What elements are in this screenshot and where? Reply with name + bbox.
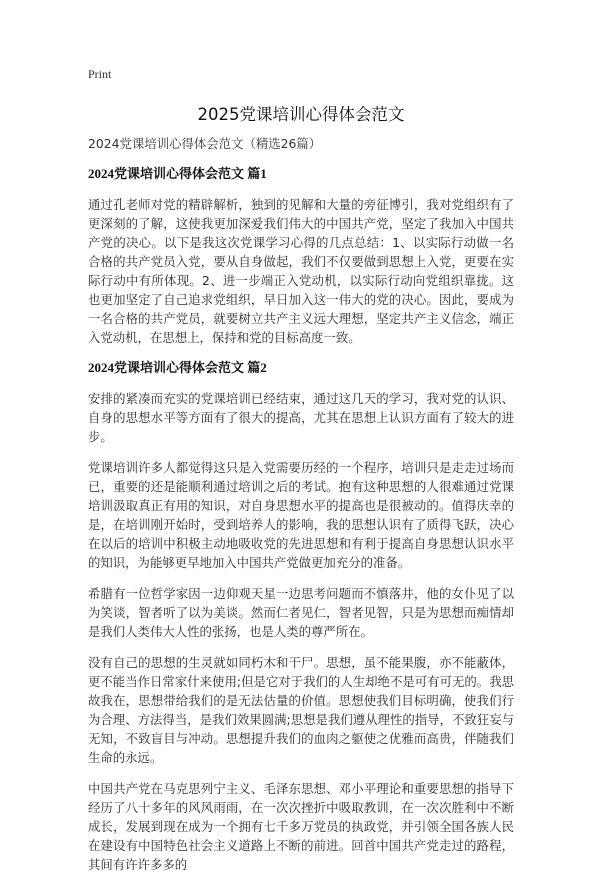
paragraph: 通过孔老师对党的精辟解析，独到的见解和大量的旁征博引，我对党组织有了更深刻的了解，这使我更加深爱我们伟大的中国共产党，坚定了我加入中国共产党的决心。以下是我这次党课学习心得的几点总结：1、以实际行动做一名合格的共产党员入党，要从自身做起，我们不仅要做到思想上入党，更要在实际行动中有所体现。2、进一步端正入党动机，以实际行动向党组织靠拢。这也更加坚定了自己追求党组织，早日加入这一伟大的党的决心。因此，要成为一名合格的共产党员，就要树立共产主义远大理想，坚定共产主义信念，端正入党动机，在思想上，保持和党的目标高度一致。: [88, 197, 514, 345]
section-heading: 2024党课培训心得体会范文 篇2: [88, 360, 267, 375]
paragraph: 党课培训许多人都觉得这只是入党需要历经的一个程序，培训只是走走过场而已，重要的还是能顺利通过培训之后的考试。抱有这种思想的人很难通过党课培训汲取真正有用的知识，对自身思想水平的提高也是很被动的。值得庆幸的是，在培训刚开始时，受到培养人的影响，我的思想认识有了质得飞跃，决心在以后的培训中积极主动地吸收党的先进思想和有利于提高自身思想认识水平的知识，为能够更早地加入中国共产党做更加充分的准备。: [88, 460, 514, 570]
section-1: [88, 165, 514, 347]
document-page: [88, 66, 514, 886]
paragraph: 安排的紧凑而充实的党课培训已经结束，通过这几天的学习，我对党的认识、自身的思想水平等方面有了很大的提高，尤其在思想上认识方面有了较大的进步。: [88, 391, 514, 444]
print-link[interactable]: Print: [88, 67, 112, 81]
paragraph: 中国共产党在马克思列宁主义、毛泽东思想、邓小平理论和重要思想的指导下经历了八十多年的风风雨雨，在一次次挫折中吸取教训，在一次次胜利中不断成长，发展到现在成为一个拥有七千多万党员的执政党，并引领全国各族人民在建设有中国特色社会主义道路上不断的前进。回首中国共产党走过的路程，其间有许许多多的: [88, 781, 514, 872]
paragraph: 没有自己的思想的生灵就如同朽木和干尸。思想，虽不能果腹，亦不能蔽体，更不能当作日常家什来使用;但是它对于我们的人生却绝不是可有可无的。我思故我在，思想带给我们的是无法估量的价值。思想使我们目标明确，使我们行为合理、方法得当，是我们效果圆满;思想是我们遵从理性的指导，不致狂妄与无知，不致盲目与冲动。思想提升我们的血肉之躯使之优雅而高贵，伴随我们生命的永远。: [88, 655, 514, 765]
section-2: [88, 359, 514, 874]
section-heading: 2024党课培训心得体会范文 篇1: [88, 166, 267, 181]
paragraph: 希腊有一位哲学家因一边仰观天星一边思考问题而不慎落井，他的女仆见了以为笑谈，智者听了以为美谈。然而仁者见仁，智者见智，只是为思想而痴情却是我们人类伟大人性的张扬，也是人类的尊严所在。: [88, 586, 514, 639]
document-subtitle: 2024党课培训心得体会范文（精选26篇）: [88, 136, 322, 151]
document-title: 2025党课培训心得体会范文: [197, 105, 405, 124]
